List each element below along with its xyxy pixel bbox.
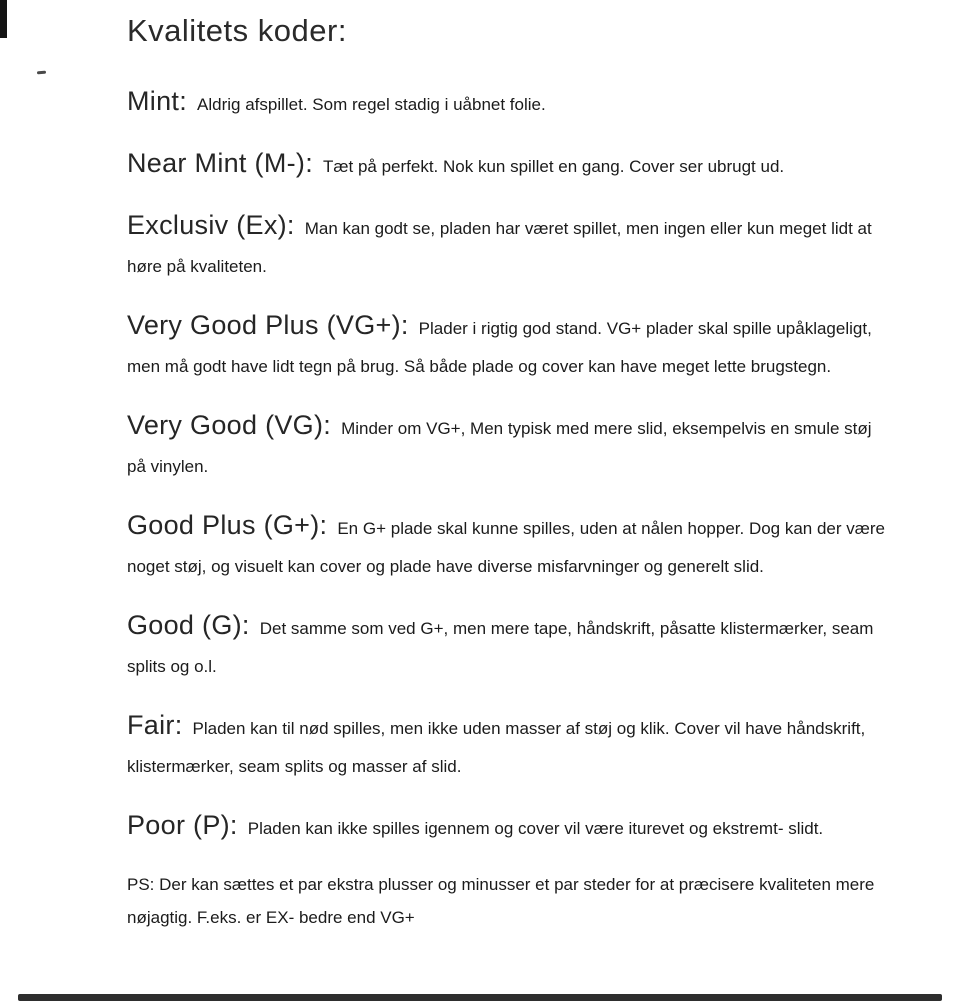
entry-term: Fair: (127, 710, 183, 740)
quality-entry-mint (127, 82, 895, 124)
quality-entry-fair (127, 706, 895, 786)
entry-description: Man kan godt se, pladen har været spillet, men ingen eller kun meget lidt at høre på kvaliteten. (127, 219, 872, 276)
entry-term: Very Good (VG): (127, 410, 332, 440)
entry-description: Pladen kan til nød spilles, men ikke uden masser af støj og klik. Cover vil have håndskrift, klistermærker, seam splits og masser af slid. (127, 719, 866, 776)
entry-description: En G+ plade skal kunne spilles, uden at nålen hopper. Dog kan der være noget støj, og visuelt kan cover og plade have diverse misfarvninger og generelt slid. (127, 519, 886, 576)
entry-description: Minder om VG+, Men typisk med mere slid, eksempelvis en smule støj på vinylen. (127, 419, 872, 476)
scan-artifact-left-edge-2 (0, 0, 5, 36)
entry-description: Aldrig afspillet. Som regel stadig i uåbnet folie. (197, 95, 546, 114)
entry-term: Good Plus (G+): (127, 510, 328, 540)
entry-term: Poor (P): (127, 810, 238, 840)
entry-term: Near Mint (M-): (127, 148, 313, 178)
entry-description: Det samme som ved G+, men mere tape, håndskrift, påsatte klistermærker, seam splits og o.l. (127, 619, 874, 676)
quality-entry-very-good (127, 406, 895, 486)
quality-entry-near-mint (127, 144, 895, 186)
document-page (127, 10, 895, 934)
entry-description: Plader i rigtig god stand. VG+ plader skal spille upåklageligt, men må godt have lidt tegn på brug. Så både plade og cover kan have meget lette brugstegn. (127, 319, 872, 376)
entry-term: Good (G): (127, 610, 250, 640)
entry-term: Very Good Plus (VG+): (127, 310, 409, 340)
quality-entry-good (127, 606, 895, 686)
entry-description: Pladen kan ikke spilles igennem og cover vil være iturevet og ekstremt- slidt. (247, 819, 824, 838)
postscript-note: PS: Der kan sættes et par ekstra plusser og minusser et par steder for at præcisere kvaliteten mere nøjagtig. F.eks. er EX- bedre end VG+ (127, 875, 875, 927)
entry-term: Exclusiv (Ex): (127, 210, 295, 240)
entry-description: Tæt på perfekt. Nok kun spillet en gang. Cover ser ubrugt ud. (323, 157, 785, 176)
scan-artifact-bottom-line (18, 994, 942, 1001)
quality-entry-exclusiv (127, 206, 895, 286)
entry-term: Mint: (127, 86, 188, 116)
page-title: Kvalitets koder: (127, 13, 347, 48)
quality-entry-poor (127, 806, 895, 848)
scan-artifact-stray-dash (37, 71, 46, 75)
quality-entry-very-good-plus (127, 306, 895, 386)
quality-entry-good-plus (127, 506, 895, 586)
